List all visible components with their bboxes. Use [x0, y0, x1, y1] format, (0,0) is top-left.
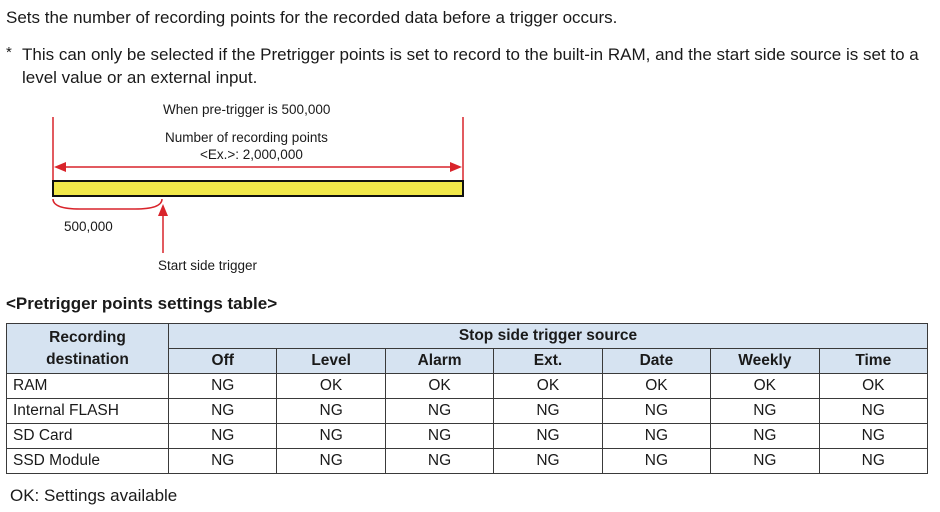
table-cell: NG [169, 449, 277, 474]
pretrigger-diagram [0, 95, 520, 280]
table-cell: NG [819, 449, 927, 474]
table-row [7, 374, 928, 399]
pretrigger-settings-table [6, 323, 928, 474]
table-row [7, 424, 928, 449]
table-cell: NG [494, 399, 602, 424]
table-cell: NG [169, 399, 277, 424]
table-cell: NG [494, 449, 602, 474]
table-cell: OK [819, 374, 927, 399]
dest-header-line2: destination [46, 350, 129, 368]
header-stop-trigger-source: Stop side trigger source [169, 324, 928, 349]
intro-text: Sets the number of recording points for the recorded data before a trigger occurs. [6, 8, 618, 27]
table-cell: NG [819, 399, 927, 424]
row-label: SD Card [7, 424, 169, 449]
recording-bar [52, 180, 464, 197]
table-cell: NG [819, 424, 927, 449]
table-cell: OK [385, 374, 493, 399]
dest-header-line1: Recording [49, 328, 126, 346]
row-label: SSD Module [7, 449, 169, 474]
pretrigger-brace [53, 199, 162, 209]
table-cell: NG [277, 399, 385, 424]
table-cell: NG [277, 449, 385, 474]
table-row [7, 449, 928, 474]
range-arrow-right-head [450, 162, 462, 172]
table-cell: OK [277, 374, 385, 399]
note-text: This can only be selected if the Pretrigger points is set to record to the built-in RAM, and the start side source is set to a level value or an external input. [22, 45, 919, 87]
note [6, 43, 926, 89]
column-header-weekly: Weekly [711, 349, 819, 374]
table-cell: NG [385, 424, 493, 449]
column-header-alarm: Alarm [385, 349, 493, 374]
diagram-title: When pre-trigger is 500,000 [163, 102, 331, 117]
table-cell: NG [169, 424, 277, 449]
column-header-date: Date [602, 349, 710, 374]
table-cell: NG [711, 399, 819, 424]
table-cell: NG [602, 424, 710, 449]
legend-text: OK: Settings available [10, 486, 178, 505]
table-cell: NG [385, 399, 493, 424]
column-header-off: Off [169, 349, 277, 374]
table-cell: NG [385, 449, 493, 474]
table-cell: NG [277, 424, 385, 449]
diagram-points-label: Number of recording points [165, 130, 328, 145]
table-cell: NG [711, 424, 819, 449]
table-cell: OK [602, 374, 710, 399]
column-header-ext: Ext. [494, 349, 602, 374]
table-cell: NG [602, 449, 710, 474]
diagram-pre-value: 500,000 [64, 219, 113, 234]
table-cell: NG [494, 424, 602, 449]
note-bullet: * [6, 44, 12, 61]
trigger-arrow-head [158, 204, 168, 216]
header-recording-destination [7, 324, 169, 374]
column-header-time: Time [819, 349, 927, 374]
section-title: <Pretrigger points settings table> [6, 294, 278, 313]
table-cell: NG [602, 399, 710, 424]
diagram-example: <Ex.>: 2,000,000 [200, 147, 303, 162]
column-header-level: Level [277, 349, 385, 374]
row-label: RAM [7, 374, 169, 399]
row-label: Internal FLASH [7, 399, 169, 424]
table-cell: NG [169, 374, 277, 399]
table-cell: NG [711, 449, 819, 474]
table-row [7, 399, 928, 424]
diagram-trigger-label: Start side trigger [158, 258, 258, 273]
table-cell: OK [711, 374, 819, 399]
range-arrow-left-head [54, 162, 66, 172]
table-cell: OK [494, 374, 602, 399]
